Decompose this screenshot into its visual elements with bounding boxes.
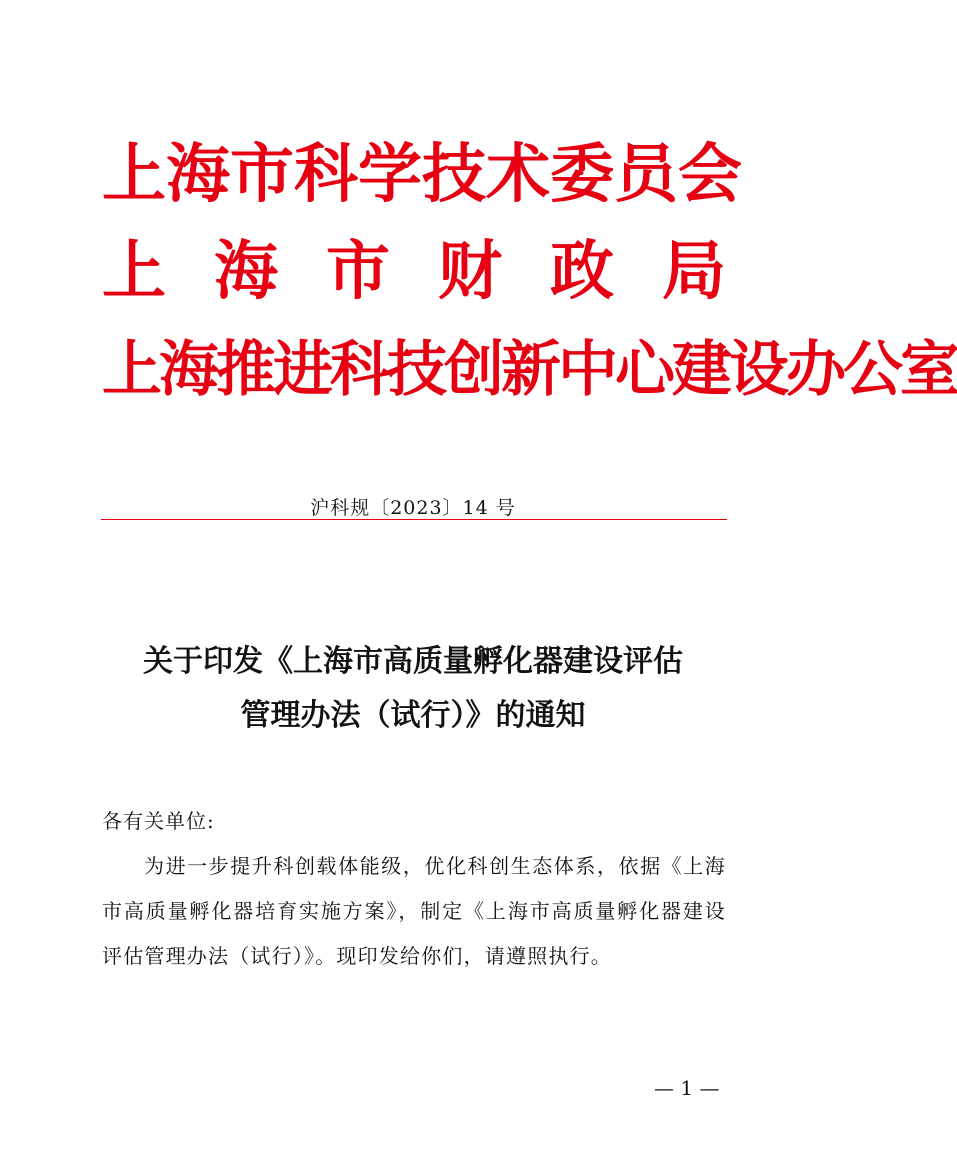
- issuer-char: 推: [216, 335, 273, 405]
- issuer-char: 创: [444, 335, 501, 405]
- issuer-char: 科: [330, 335, 387, 405]
- issuer-char: 术: [486, 138, 550, 212]
- issuer-char: 财: [438, 235, 502, 309]
- issuer-char: 委: [550, 138, 614, 212]
- issuer-char: 海: [214, 235, 278, 309]
- issuer-char: 上: [102, 235, 166, 309]
- issuer-char: 技: [387, 335, 444, 405]
- issuer-char: 技: [422, 138, 486, 212]
- issuer-char: 办: [786, 335, 843, 405]
- issuer-char: 公: [843, 335, 900, 405]
- issuer-line-science-commission: [102, 136, 742, 214]
- issuer-char: 中: [558, 335, 615, 405]
- issuer-char: 市: [230, 138, 294, 212]
- issuer-char: 心: [615, 335, 672, 405]
- notice-title-line-1: 关于印发《上海市高质量孵化器建设评估: [143, 644, 683, 679]
- issuer-char: 设: [729, 335, 786, 405]
- red-divider-line: [101, 519, 727, 520]
- issuer-char: 员: [614, 138, 678, 212]
- issuer-char: 科: [294, 138, 358, 212]
- issuer-char: 上: [102, 335, 159, 405]
- issuer-char: 局: [662, 235, 726, 309]
- page-number: — 1 —: [654, 1076, 720, 1100]
- salutation: 各有关单位:: [102, 809, 215, 833]
- issuer-char: 海: [166, 138, 230, 212]
- issuer-char: 上: [102, 138, 166, 212]
- issuer-char: 政: [550, 235, 614, 309]
- issuer-char: 会: [678, 138, 742, 212]
- issuer-char: 海: [159, 335, 216, 405]
- body-paragraph: 为进一步提升科创载体能级，优化科创生态体系，依据《上海市高质量孵化器培育实施方案》，制定《上海市高质量孵化器建设评估管理办法（试行）》。现印发给你们，请遵照执行。: [102, 854, 726, 968]
- issuer-char: 学: [358, 138, 422, 212]
- issuer-char: 建: [672, 335, 729, 405]
- issuer-char: 市: [326, 235, 390, 309]
- issuer-char: 室: [900, 335, 957, 405]
- issuer-char: 进: [273, 335, 330, 405]
- issuer-line-finance-bureau: [102, 233, 726, 311]
- issuer-line-innovation-office: [102, 331, 957, 409]
- notice-title-line-2: 管理办法（试行）》的通知: [240, 698, 586, 733]
- document-number: 沪科规〔2023〕14 号: [310, 497, 516, 519]
- issuer-char: 新: [501, 335, 558, 405]
